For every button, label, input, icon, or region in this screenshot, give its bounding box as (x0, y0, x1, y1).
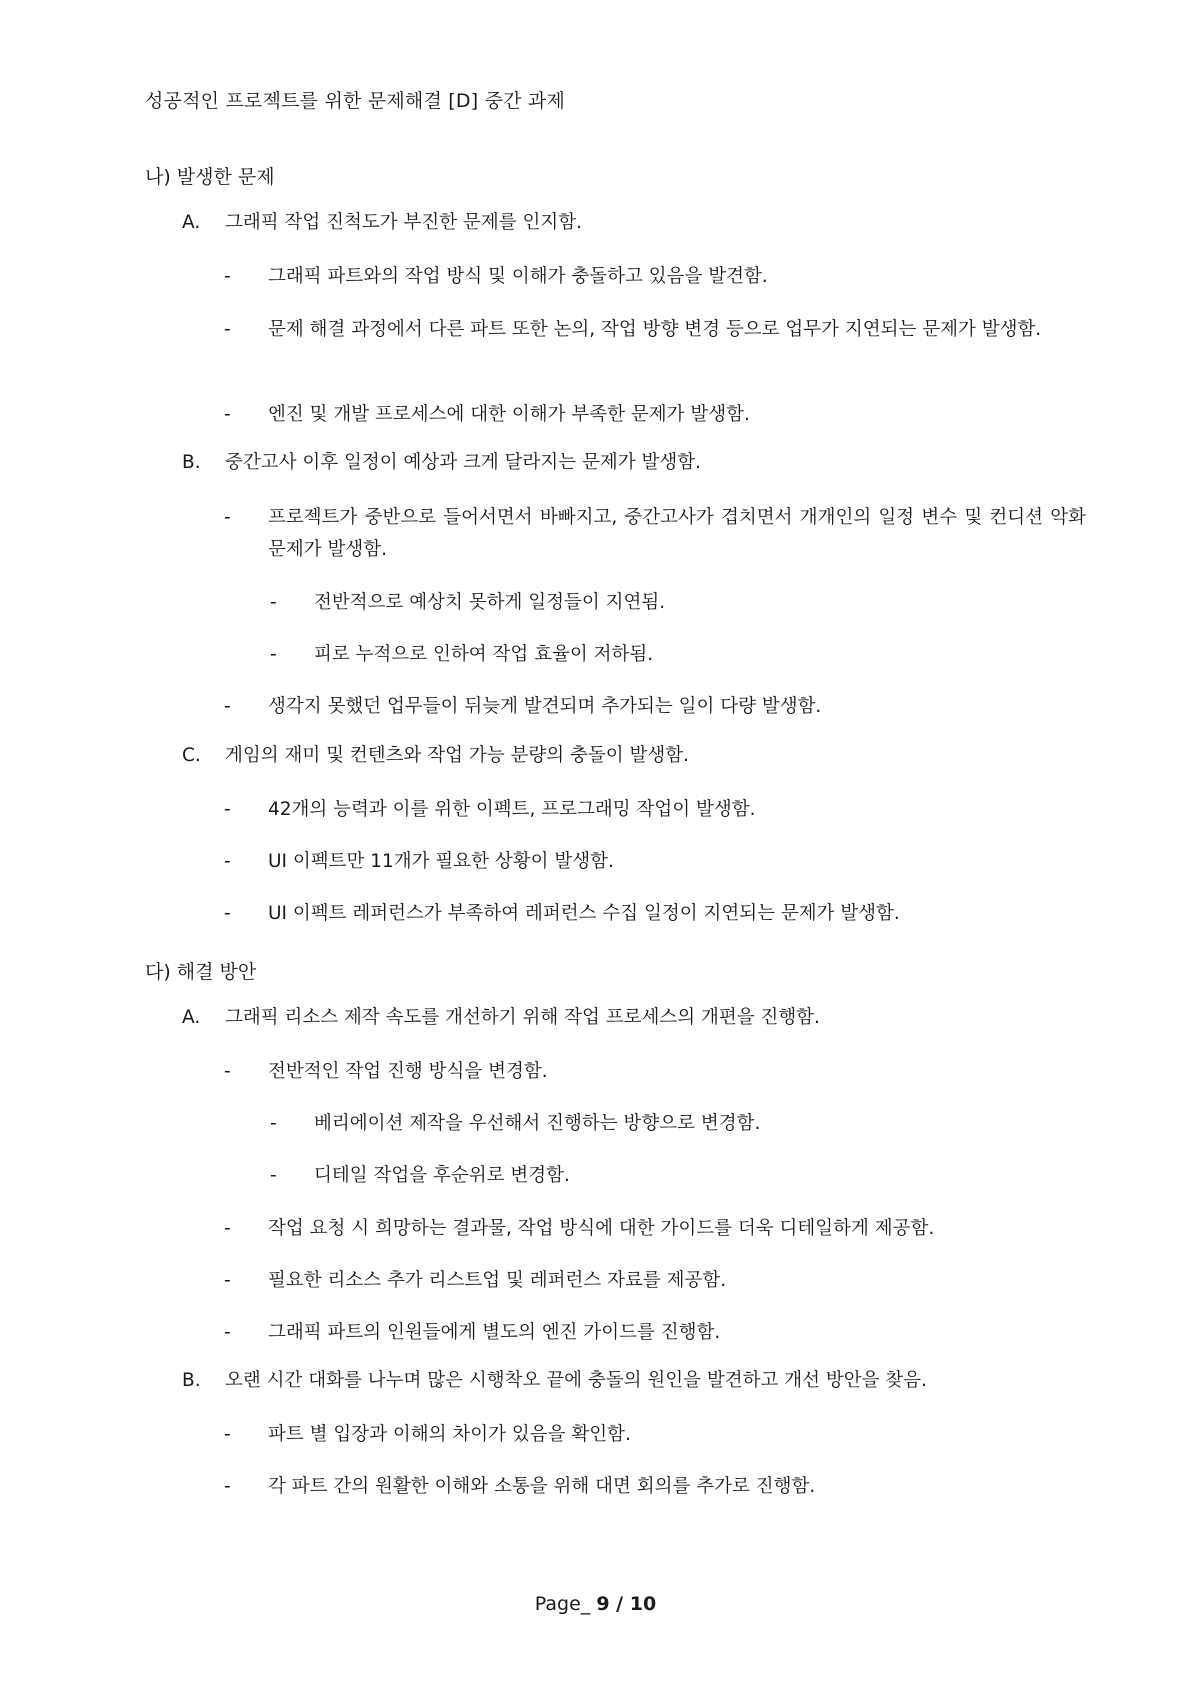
bullet-marker: - (270, 1165, 277, 1186)
bullet-item (224, 1213, 1086, 1245)
bullet-marker: - (224, 1424, 231, 1445)
bullet-item (224, 1056, 1086, 1088)
bullet-item (224, 1419, 1086, 1451)
list-item-text: 오랜 시간 대화를 나누며 많은 시행착오 끝에 충돌의 원인을 발견하고 개선 방안을 찾음. (225, 1370, 927, 1391)
document-header: 성공적인 프로젝트를 위한 문제해결 [D] 중간 과제 (145, 90, 566, 112)
list-item-text: 그래픽 작업 진척도가 부진한 문제를 인지함. (225, 212, 582, 233)
bullet-text: UI 이펙트 레퍼런스가 부족하여 레퍼런스 수집 일정이 지연되는 문제가 발생함. (268, 903, 900, 924)
section-heading-solutions: 다) 해결 방안 (145, 961, 257, 983)
bullet-item (224, 794, 1086, 826)
bullet-marker: - (224, 851, 231, 872)
bullet-marker: - (270, 644, 277, 665)
bullet-text: 전반적인 작업 진행 방식을 변경함. (268, 1061, 548, 1082)
bullet-text: 문제 해결 과정에서 다른 파트 또한 논의, 작업 방향 변경 등으로 업무가 지연되는 문제가 발생함. (268, 319, 1042, 340)
bullet-item (224, 1317, 1086, 1349)
page-number: 9 / 10 (596, 1593, 657, 1615)
bullet-marker: - (224, 404, 231, 425)
list-marker: A. (182, 1007, 201, 1028)
bullet-marker: - (224, 1061, 231, 1082)
bullet-item (224, 399, 1086, 431)
sub-bullet-item (270, 1160, 1086, 1192)
sub-bullet-item (270, 639, 1086, 671)
list-marker: C. (182, 745, 201, 766)
page-label: Page_ (534, 1593, 597, 1615)
bullet-text: 그래픽 파트의 인원들에게 별도의 엔진 가이드를 진행함. (268, 1322, 721, 1343)
bullet-text: 디테일 작업을 후순위로 변경함. (314, 1165, 570, 1186)
bullet-marker: - (270, 592, 277, 613)
bullet-text: 전반적으로 예상치 못하게 일정들이 지연됨. (314, 592, 666, 613)
bullet-marker: - (224, 1322, 231, 1343)
bullet-text: 필요한 리소스 추가 리스트업 및 레퍼런스 자료를 제공함. (268, 1270, 727, 1291)
bullet-item (224, 898, 1086, 930)
bullet-item (224, 314, 1086, 346)
bullet-text: 피로 누적으로 인하여 작업 효율이 저하됨. (314, 644, 654, 665)
bullet-item (224, 502, 1086, 566)
bullet-text: 작업 요청 시 희망하는 결과물, 작업 방식에 대한 가이드를 더욱 디테일하게 제공함. (268, 1218, 935, 1239)
bullet-text: 프로젝트가 중반으로 들어서면서 바빠지고, 중간고사가 겹치면서 개개인의 일정 변수 및 컨디션 악화 문제가 발생함. (268, 507, 1086, 560)
bullet-item (224, 261, 1086, 293)
bullet-text: 생각지 못했던 업무들이 뒤늦게 발견되며 추가되는 일이 다량 발생함. (268, 696, 822, 717)
bullet-text: UI 이펙트만 11개가 필요한 상황이 발생함. (268, 851, 614, 872)
sub-bullet-item (270, 587, 1086, 619)
section-heading-problems: 나) 발생한 문제 (145, 166, 275, 188)
list-item-text: 중간고사 이후 일정이 예상과 크게 달라지는 문제가 발생함. (225, 452, 701, 473)
bullet-marker: - (224, 266, 231, 287)
bullet-marker: - (224, 507, 231, 528)
bullet-marker: - (224, 1218, 231, 1239)
bullet-text: 파트 별 입장과 이해의 차이가 있음을 확인함. (268, 1424, 631, 1445)
bullet-text: 그래픽 파트와의 작업 방식 및 이해가 충돌하고 있음을 발견함. (268, 266, 768, 287)
bullet-item (224, 846, 1086, 878)
list-marker: A. (182, 212, 201, 233)
bullet-marker: - (224, 903, 231, 924)
bullet-text: 각 파트 간의 원활한 이해와 소통을 위해 대면 회의를 추가로 진행함. (268, 1476, 816, 1497)
bullet-item (224, 1265, 1086, 1297)
bullet-marker: - (270, 1113, 277, 1134)
sub-bullet-item (270, 1108, 1086, 1140)
bullet-item (224, 1471, 1086, 1503)
bullet-text: 베리에이션 제작을 우선해서 진행하는 방향으로 변경함. (314, 1113, 761, 1134)
bullet-text: 엔진 및 개발 프로세스에 대한 이해가 부족한 문제가 발생함. (268, 404, 750, 425)
bullet-text: 42개의 능력과 이를 위한 이펙트, 프로그래밍 작업이 발생함. (268, 799, 756, 820)
list-item-text: 그래픽 리소스 제작 속도를 개선하기 위해 작업 프로세스의 개편을 진행함. (225, 1007, 820, 1028)
list-marker: B. (182, 1370, 201, 1391)
list-item-text: 게임의 재미 및 컨텐츠와 작업 가능 분량의 충돌이 발생함. (225, 745, 689, 766)
bullet-marker: - (224, 1270, 231, 1291)
bullet-item (224, 691, 1086, 723)
list-marker: B. (182, 452, 201, 473)
bullet-marker: - (224, 696, 231, 717)
bullet-marker: - (224, 799, 231, 820)
bullet-marker: - (224, 319, 231, 340)
bullet-marker: - (224, 1476, 231, 1497)
page-footer (0, 1593, 1191, 1615)
